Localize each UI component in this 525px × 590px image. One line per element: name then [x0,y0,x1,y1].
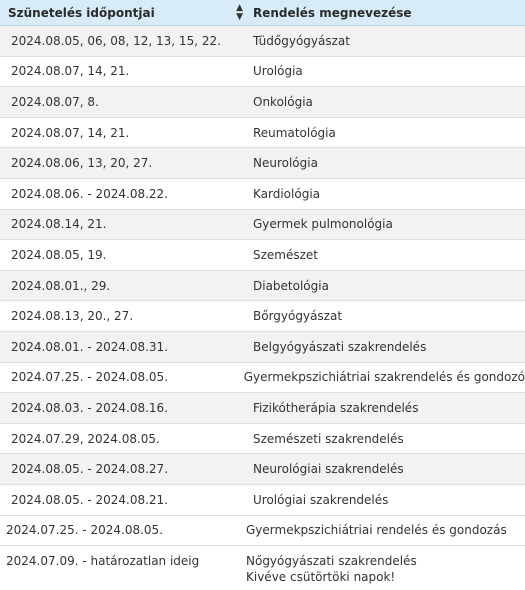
row-name: Urológia [253,64,303,79]
row-dates: 2024.08.06, 13, 20, 27. [11,156,153,171]
row-dates: 2024.08.07, 8. [11,94,99,109]
row-dates: 2024.08.07, 14, 21. [11,64,130,79]
table-row [0,424,525,455]
row-name: Gyermekpszichiátriai rendelés és gondozás [246,523,507,538]
column-header-dates[interactable] [0,2,243,22]
sort-icon[interactable]: ▲ ▼ [236,2,243,22]
table-header [0,0,525,26]
row-name: Szemészeti szakrendelés [253,431,404,446]
row-name: Diabetológia [253,278,329,293]
row-name: Neurológiai szakrendelés [253,462,404,477]
row-name: Reumatológia [253,125,336,140]
table-row [0,148,525,179]
row-name: Fizikótherápia szakrendelés [253,400,419,415]
row-name: Bőrgyógyászat [253,309,343,324]
table-row [0,210,525,241]
row-dates: 2024.07.25. - 2024.08.05. [6,523,164,538]
row-dates: 2024.08.01. - 2024.08.31. [11,339,169,354]
column-header-name[interactable] [243,6,525,20]
row-name-cell [246,553,525,585]
row-name: Urológiai szakrendelés [253,492,389,507]
row-name: Nőgyógyászati szakrendelés [246,554,417,569]
row-dates: 2024.08.05, 19. [11,247,107,262]
table-row [0,454,525,485]
row-name: Onkológia [253,94,313,109]
row-dates: 2024.07.29, 2024.08.05. [11,431,160,446]
table-row [0,546,525,590]
row-dates: 2024.07.25. - 2024.08.05. [11,370,169,385]
row-note: Kivéve csütörtöki napok! [246,570,396,585]
row-name: Belgyógyászati szakrendelés [253,339,427,354]
table-row [0,485,525,516]
row-dates: 2024.07.09. - határozatlan ideig [6,554,200,569]
row-name: Gyermek pulmonológia [253,217,393,232]
table-row [0,118,525,149]
row-dates: 2024.08.07, 14, 21. [11,125,130,140]
column-header-name-label: Rendelés megnevezése [253,5,412,20]
row-dates: 2024.08.14, 21. [11,217,107,232]
table-row [0,332,525,363]
row-name: Gyermekpszichiátriai szakrendelés és gondozó [243,370,525,385]
table-row [0,363,525,394]
row-dates: 2024.08.05. - 2024.08.21. [11,492,169,507]
table-row [0,516,525,547]
table-row [0,393,525,424]
row-name: Szemészet [253,247,319,262]
table-row [0,87,525,118]
table-row [0,26,525,57]
column-header-dates-label: Szünetelés időpontjai [8,5,155,20]
table-row [0,301,525,332]
row-dates: 2024.08.05. - 2024.08.27. [11,462,169,477]
row-dates: 2024.08.06. - 2024.08.22. [11,186,169,201]
table-row [0,179,525,210]
table-row [0,240,525,271]
row-dates: 2024.08.01., 29. [11,278,111,293]
row-dates: 2024.08.03. - 2024.08.16. [11,400,169,415]
table-row [0,57,525,88]
row-name: Neurológia [253,156,318,171]
row-name: Kardiológia [253,186,321,201]
row-dates: 2024.08.05, 06, 08, 12, 13, 15, 22. [11,33,221,48]
row-name: Tüdőgyógyászat [253,33,350,48]
row-dates: 2024.08.13, 20., 27. [11,309,134,324]
table-row [0,271,525,302]
